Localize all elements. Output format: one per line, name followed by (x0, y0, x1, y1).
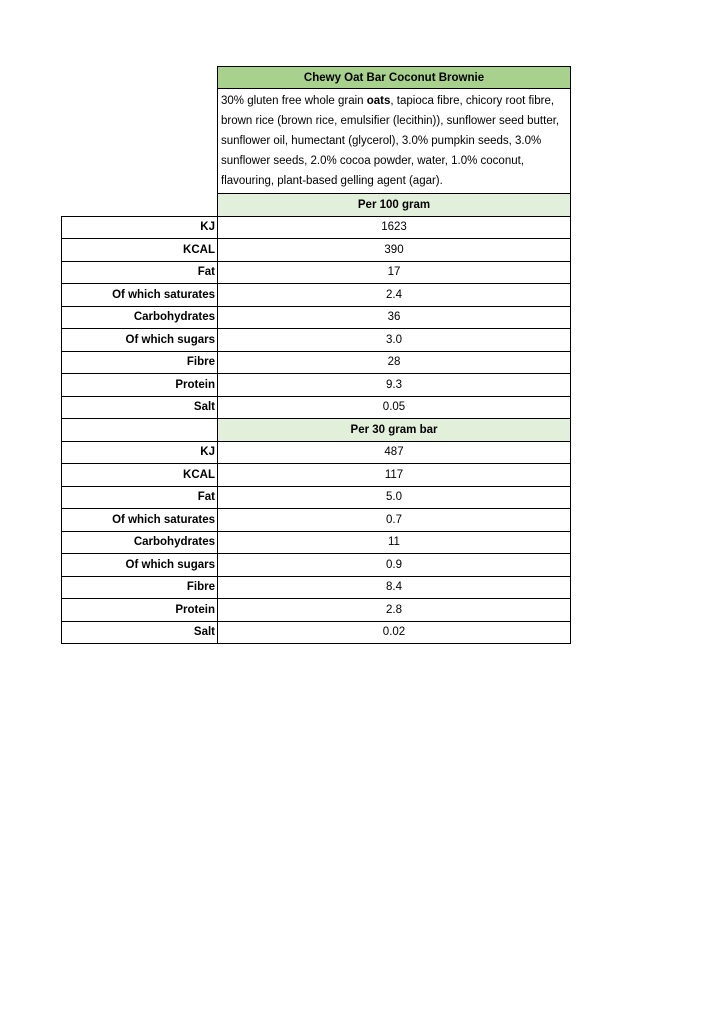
row-value: 0.02 (218, 621, 571, 644)
table-row (62, 441, 571, 464)
title-row (62, 67, 571, 89)
table-row (62, 599, 571, 622)
ingredients-row (62, 89, 571, 194)
row-label: KJ (62, 216, 218, 239)
row-label: Carbohydrates (62, 531, 218, 554)
table-row (62, 531, 571, 554)
row-value: 2.4 (218, 284, 571, 307)
row-value: 28 (218, 351, 571, 374)
table-row (62, 284, 571, 307)
row-label: Fibre (62, 351, 218, 374)
table-row (62, 464, 571, 487)
per100-header-row (62, 194, 571, 217)
row-label: Fat (62, 261, 218, 284)
table-row (62, 374, 571, 397)
row-value: 1623 (218, 216, 571, 239)
row-label: KCAL (62, 464, 218, 487)
table-row (62, 396, 571, 419)
table-row (62, 621, 571, 644)
row-label: Protein (62, 374, 218, 397)
per100-header: Per 100 gram (218, 194, 571, 217)
table-row (62, 486, 571, 509)
table-row (62, 216, 571, 239)
row-label: Salt (62, 396, 218, 419)
row-label: Fat (62, 486, 218, 509)
row-value: 2.8 (218, 599, 571, 622)
per30-header: Per 30 gram bar (218, 419, 571, 442)
row-value: 17 (218, 261, 571, 284)
row-value: 36 (218, 306, 571, 329)
row-label: Of which saturates (62, 509, 218, 532)
row-label: Carbohydrates (62, 306, 218, 329)
row-value: 9.3 (218, 374, 571, 397)
row-value: 5.0 (218, 486, 571, 509)
per30-header-blank (62, 419, 218, 442)
row-label: KJ (62, 441, 218, 464)
row-value: 0.9 (218, 554, 571, 577)
per100-header-blank (62, 194, 218, 217)
row-value: 3.0 (218, 329, 571, 352)
row-label: Of which sugars (62, 329, 218, 352)
row-label: Protein (62, 599, 218, 622)
row-label: Of which sugars (62, 554, 218, 577)
table-row (62, 306, 571, 329)
ingredients-before: 30% gluten free whole grain (221, 95, 367, 107)
per30-header-row (62, 419, 571, 442)
table-row (62, 329, 571, 352)
row-label: Salt (62, 621, 218, 644)
ingredients-row-blank (62, 89, 218, 194)
ingredients-bold: oats (366, 95, 391, 107)
table-row (62, 351, 571, 374)
title-row-blank (62, 67, 218, 89)
row-value: 11 (218, 531, 571, 554)
table-row (62, 576, 571, 599)
row-value: 390 (218, 239, 571, 262)
ingredients-text (218, 89, 571, 194)
row-value: 117 (218, 464, 571, 487)
row-value: 487 (218, 441, 571, 464)
table-row (62, 261, 571, 284)
nutrition-table (61, 66, 571, 644)
ingredients-after: , tapioca fibre, chicory root fibre, brown rice (brown rice, emulsifier (lecithin)), sunflower seed butter, sunflower oil, humectant (glycerol), 3.0% pumpkin seeds, 3.0% sunflower seeds, 2.0% cocoa powder, water, 1.0% coconut, flavouring, plant-based gelling agent (agar). (221, 95, 560, 187)
row-value: 0.05 (218, 396, 571, 419)
row-label: Of which saturates (62, 284, 218, 307)
nutrition-sheet (61, 66, 570, 644)
table-row (62, 554, 571, 577)
row-value: 0.7 (218, 509, 571, 532)
row-value: 8.4 (218, 576, 571, 599)
table-row (62, 509, 571, 532)
product-title: Chewy Oat Bar Coconut Brownie (218, 67, 571, 89)
row-label: Fibre (62, 576, 218, 599)
row-label: KCAL (62, 239, 218, 262)
table-row (62, 239, 571, 262)
